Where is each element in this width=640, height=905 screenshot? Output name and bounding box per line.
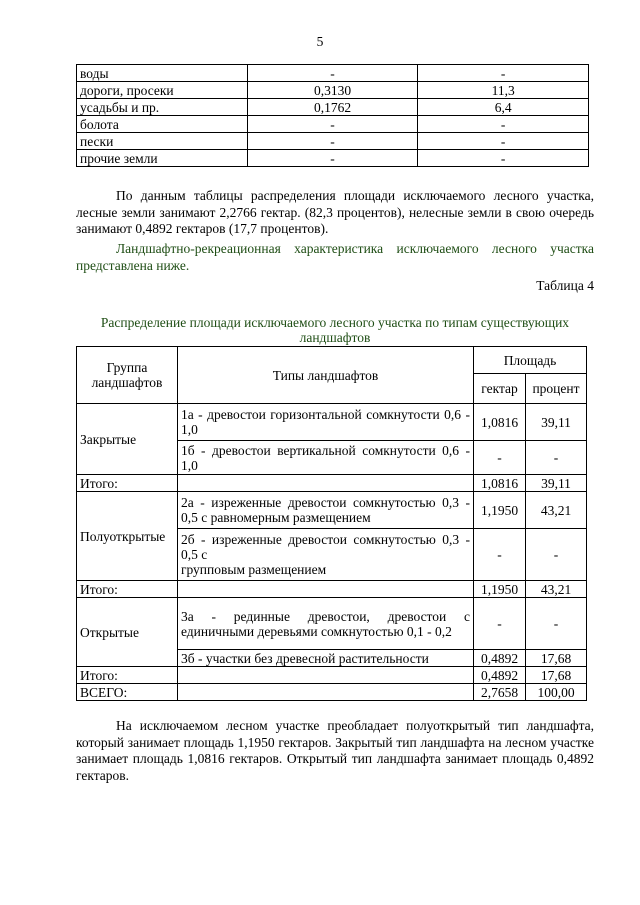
percent-value: - bbox=[418, 116, 589, 133]
land-category: дороги, просеки bbox=[77, 82, 248, 99]
percent-value: - bbox=[418, 133, 589, 150]
percent-value: 39,11 bbox=[526, 404, 587, 441]
page-number: 5 bbox=[316, 34, 324, 49]
table-label: Таблица 4 bbox=[536, 278, 594, 293]
land-category: болота bbox=[77, 116, 248, 133]
table-row bbox=[77, 65, 589, 82]
area-value: - bbox=[247, 116, 418, 133]
percent-value: 43,21 bbox=[526, 581, 587, 598]
table-row bbox=[77, 116, 589, 133]
land-category: воды bbox=[77, 65, 248, 82]
percent-value: - bbox=[418, 65, 589, 82]
land-categories-table bbox=[76, 64, 589, 167]
hectare-value: 0,4892 bbox=[474, 650, 526, 667]
area-value: - bbox=[247, 150, 418, 167]
hectare-value: 1,0816 bbox=[474, 475, 526, 492]
percent-value: - bbox=[526, 441, 587, 475]
percent-value: 17,68 bbox=[526, 667, 587, 684]
header-percent: процент bbox=[526, 374, 587, 404]
table-row-total bbox=[77, 581, 587, 598]
landscape-type: 3а - рединные древостои, древостои с единичными деревьями сомкнутостью 0,1 - 0,2 bbox=[177, 598, 473, 650]
table-row bbox=[77, 82, 589, 99]
area-value: 0,3130 bbox=[247, 82, 418, 99]
land-category: усадьбы и пр. bbox=[77, 99, 248, 116]
table-row bbox=[77, 492, 587, 529]
paragraph-summary: На исключаемом лесном участке преобладает полуоткрытый тип ландшафта, который занимает площадь 1,1950 гектаров. Закрытый тип ландшафта на лесном участке занимает площадь 1,0816 гектаров. Открытый тип ландшафта занимает площадь 0,4892 гектаров. bbox=[76, 718, 594, 783]
paragraph-land-distribution: По данным таблицы распределения площади исключаемого лесного участка, лесные земли занимают 2,2766 гектар. (82,3 процентов), нелесные земли в свою очередь занимают 0,4892 гектаров (17,7 процентов). bbox=[76, 188, 594, 236]
landscape-type-line2: групповым размещением bbox=[180, 562, 327, 577]
header-hectare: гектар bbox=[474, 374, 526, 404]
group-semi-open: Полуоткрытые bbox=[77, 492, 178, 581]
total-label: Итого: bbox=[77, 667, 178, 684]
percent-value: 39,11 bbox=[526, 475, 587, 492]
percent-value: - bbox=[418, 150, 589, 167]
total-label: Итого: bbox=[77, 475, 178, 492]
percent-value: 6,4 bbox=[418, 99, 589, 116]
percent-value: 100,00 bbox=[526, 684, 587, 701]
header-group: Группа ландшафтов bbox=[77, 347, 178, 404]
table-caption: Распределение площади исключаемого лесного участка по типам существующих ландшафтов bbox=[100, 315, 570, 345]
landscape-type-line1: 2б - изреженные древостои сомкнутостью 0,3 - 0,5 с bbox=[180, 532, 471, 562]
area-value: 0,1762 bbox=[247, 99, 418, 116]
table-row bbox=[77, 133, 589, 150]
hectare-value: - bbox=[474, 441, 526, 475]
hectare-value: 1,0816 bbox=[474, 404, 526, 441]
total-label: Итого: bbox=[77, 581, 178, 598]
landscape-type: 3б - участки без древесной растительности bbox=[177, 650, 473, 667]
landscape-type: 1б - древостои вертикальной сомкнутости 0,6 - 1,0 bbox=[177, 441, 473, 475]
landscape-type bbox=[177, 529, 473, 581]
percent-value: 11,3 bbox=[418, 82, 589, 99]
hectare-value: - bbox=[474, 529, 526, 581]
area-value: - bbox=[247, 133, 418, 150]
hectare-value: 1,1950 bbox=[474, 492, 526, 529]
table-row bbox=[77, 99, 589, 116]
hectare-value: - bbox=[474, 598, 526, 650]
header-area: Площадь bbox=[474, 347, 587, 374]
hectare-value: 2,7658 bbox=[474, 684, 526, 701]
table-row bbox=[77, 404, 587, 441]
table-row bbox=[77, 598, 587, 650]
land-category: прочие земли bbox=[77, 150, 248, 167]
landscape-type: 1а - древостои горизонтальной сомкнутости 0,6 - 1,0 bbox=[177, 404, 473, 441]
land-category: пески bbox=[77, 133, 248, 150]
percent-value: - bbox=[526, 598, 587, 650]
percent-value: - bbox=[526, 529, 587, 581]
group-open: Открытые bbox=[77, 598, 178, 667]
table-row-total bbox=[77, 667, 587, 684]
landscape-type: 2а - изреженные древостои сомкнутостью 0,3 - 0,5 с равномерным размещением bbox=[177, 492, 473, 529]
area-value: - bbox=[247, 65, 418, 82]
landscape-types-table bbox=[76, 346, 587, 701]
table-row-total bbox=[77, 475, 587, 492]
percent-value: 43,21 bbox=[526, 492, 587, 529]
paragraph-landscape-intro: Ландшафтно-рекреационная характеристика исключаемого лесного участка представлена ниже. bbox=[76, 241, 594, 273]
grand-total-label: ВСЕГО: bbox=[77, 684, 178, 701]
table-row bbox=[77, 150, 589, 167]
header-types: Типы ландшафтов bbox=[177, 347, 473, 404]
table-row-grand-total bbox=[77, 684, 587, 701]
group-closed: Закрытые bbox=[77, 404, 178, 475]
hectare-value: 1,1950 bbox=[474, 581, 526, 598]
hectare-value: 0,4892 bbox=[474, 667, 526, 684]
percent-value: 17,68 bbox=[526, 650, 587, 667]
